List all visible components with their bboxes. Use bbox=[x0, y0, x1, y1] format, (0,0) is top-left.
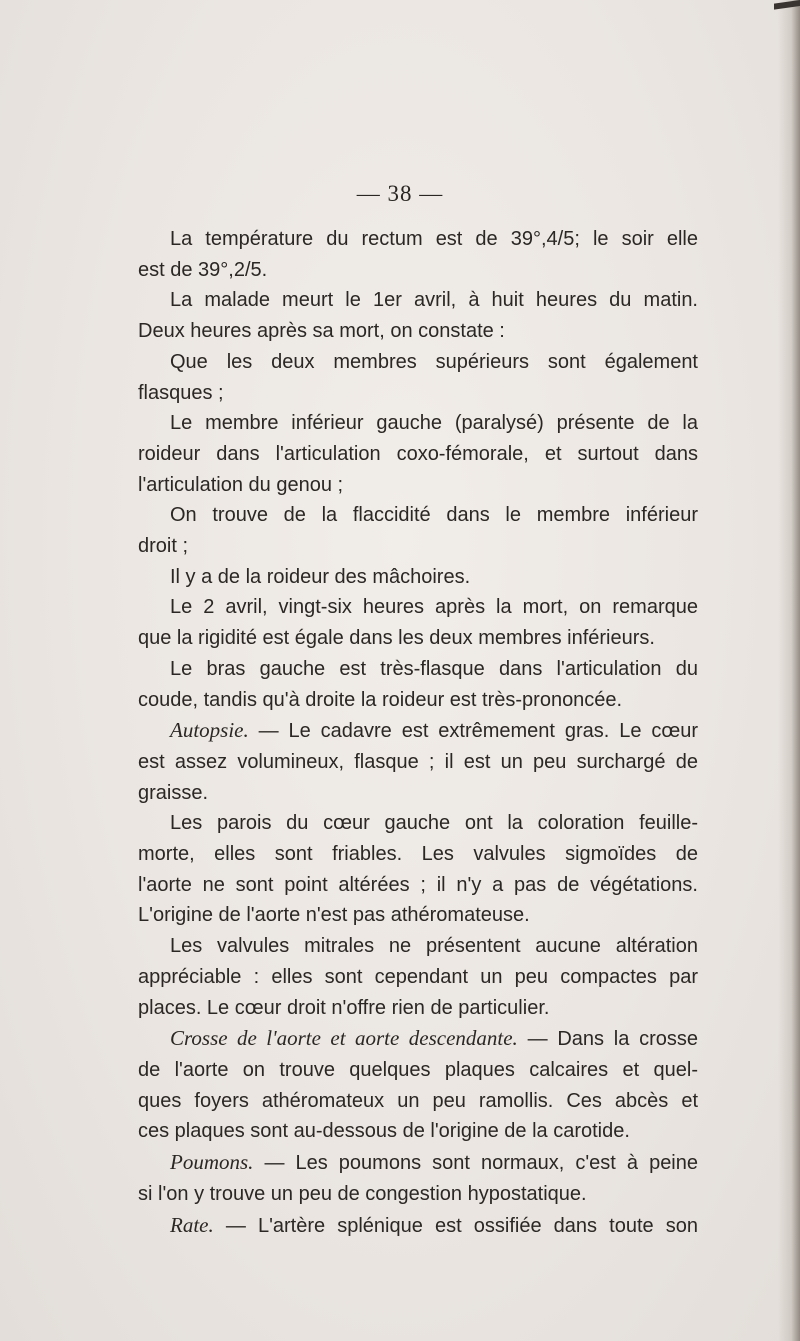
text-line bbox=[138, 685, 698, 716]
line-text: est assez volumineux, flasque ; il est un peu surchargé de bbox=[138, 750, 698, 773]
line-text: droit ; bbox=[138, 535, 189, 558]
text-line bbox=[138, 347, 698, 378]
line-text: Deux heures après sa mort, on constate : bbox=[138, 320, 505, 343]
body-text bbox=[138, 224, 698, 1241]
line-text: que la rigidité est égale dans les deux membres inférieurs. bbox=[138, 627, 655, 650]
section-heading: Autopsie. bbox=[170, 718, 249, 743]
text-line bbox=[138, 1179, 698, 1210]
line-text: morte, elles sont friables. Les valvules sigmoïdes de bbox=[138, 843, 698, 866]
text-line bbox=[138, 1116, 698, 1147]
line-text: Le bras gauche est très-flasque dans l'articulation du bbox=[170, 657, 698, 680]
text-line bbox=[138, 715, 698, 747]
line-text: — Les poumons sont normaux, c'est à peine bbox=[253, 1152, 698, 1175]
text-line bbox=[138, 408, 698, 439]
text-line bbox=[138, 1055, 698, 1086]
text-line bbox=[138, 778, 698, 809]
text-line bbox=[138, 993, 698, 1024]
line-text: Que les deux membres supérieurs sont également bbox=[170, 350, 698, 373]
text-line bbox=[138, 439, 698, 470]
line-text: La température du rectum est de 39°,4/5; le soir elle bbox=[170, 228, 698, 250]
line-text: est de 39°,2/5. bbox=[138, 258, 268, 281]
text-line bbox=[138, 962, 698, 993]
text-line bbox=[138, 839, 698, 870]
section-heading: Poumons. bbox=[170, 1150, 254, 1175]
line-text: Il y a de la roideur des mâchoires. bbox=[170, 565, 471, 588]
text-line bbox=[138, 592, 698, 623]
line-text: graisse. bbox=[138, 781, 209, 804]
text-line bbox=[138, 747, 698, 778]
line-text: La malade meurt le 1er avril, à huit heures du matin. bbox=[170, 289, 698, 312]
page-number: — 38 — bbox=[356, 181, 444, 206]
text-line bbox=[138, 500, 698, 531]
text-line bbox=[138, 1210, 698, 1242]
line-text: l'aorte ne sont point altérées ; il n'y a pas de végétations. bbox=[138, 873, 698, 896]
text-line bbox=[138, 224, 698, 255]
text-line bbox=[138, 316, 698, 347]
line-text: ces plaques sont au-dessous de l'origine de la carotide. bbox=[138, 1120, 630, 1143]
text-line bbox=[138, 378, 698, 409]
text-line bbox=[138, 870, 698, 901]
text-line bbox=[138, 900, 698, 931]
line-text: — L'artère splénique est ossifiée dans toute son bbox=[213, 1214, 698, 1237]
line-text: places. Le cœur droit n'offre rien de particulier. bbox=[138, 996, 550, 1019]
text-line bbox=[138, 654, 698, 685]
text-line bbox=[138, 808, 698, 839]
line-text: si l'on y trouve un peu de congestion hypostatique. bbox=[138, 1182, 587, 1205]
line-text: Les parois du cœur gauche ont la coloration feuille- bbox=[170, 812, 698, 835]
line-text: appréciable : elles sont cependant un peu compactes par bbox=[138, 965, 698, 988]
line-text: ques foyers athéromateux un peu ramollis. Ces abcès et bbox=[138, 1089, 698, 1112]
text-line bbox=[138, 255, 698, 286]
line-text: Les valvules mitrales ne présentent aucune altération bbox=[170, 935, 698, 958]
text-line bbox=[138, 1147, 698, 1179]
section-heading: Crosse de l'aorte et aorte descendante. bbox=[170, 1026, 518, 1051]
line-text: — Dans la crosse bbox=[517, 1028, 698, 1051]
text-line bbox=[138, 531, 698, 562]
section-heading: Rate. bbox=[170, 1212, 214, 1237]
line-text: Le 2 avril, vingt-six heures après la mort, on remarque bbox=[170, 596, 698, 619]
line-text: flasques ; bbox=[138, 381, 224, 404]
text-line bbox=[138, 562, 698, 593]
text-line bbox=[138, 1023, 698, 1055]
line-text: de l'aorte on trouve quelques plaques calcaires et quel- bbox=[138, 1058, 698, 1081]
text-line bbox=[138, 285, 698, 316]
line-text: L'origine de l'aorte n'est pas athéromateuse. bbox=[138, 904, 530, 927]
line-text: coude, tandis qu'à droite la roideur est très-prononcée. bbox=[138, 688, 623, 711]
text-line bbox=[138, 1086, 698, 1117]
text-line bbox=[138, 470, 698, 501]
line-text: roideur dans l'articulation coxo-fémorale, et surtout dans bbox=[138, 442, 698, 465]
line-text: — Le cadavre est extrêmement gras. Le cœur bbox=[248, 720, 698, 743]
text-line bbox=[138, 623, 698, 654]
line-text: Le membre inférieur gauche (paralysé) présente de la bbox=[170, 412, 698, 435]
line-text: l'articulation du genou ; bbox=[138, 473, 344, 496]
text-line bbox=[138, 931, 698, 962]
line-text: On trouve de la flaccidité dans le membre inférieur bbox=[170, 504, 698, 527]
